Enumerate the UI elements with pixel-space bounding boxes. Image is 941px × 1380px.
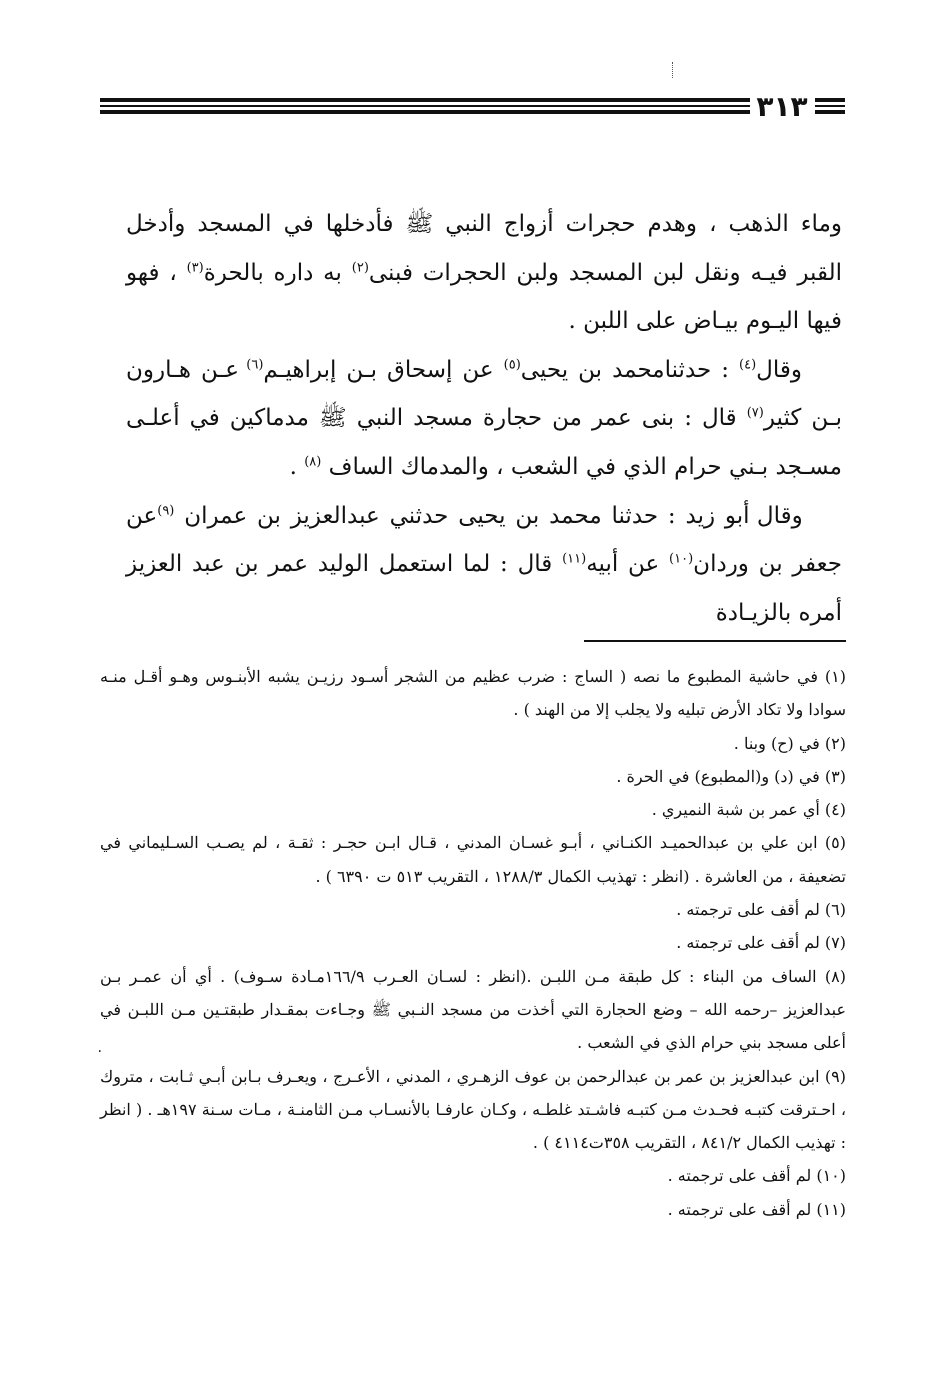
paragraph-2 [126,346,842,492]
text-segment: : حدثنامحمد بن يحيى [520,356,739,383]
footnote-7: (٧) لم أقف على ترجمته . [676,933,846,953]
footnote-ref-5: (٥) [503,357,521,373]
footnote-ref-10: (١٠) [669,551,694,567]
scan-speck [672,62,675,78]
footnote-2: (٢) في (ح) وبنا . [733,733,846,753]
footnote-ref-11: (١١) [562,551,587,567]
footnote-ref-8: (٨) [304,454,322,470]
page-header [100,90,845,123]
margin-mark: ٠ [96,1043,104,1059]
footnote-9: (٩) ابن عبدالعزيز بن عمر بن عبدالرحمن بن عوف الزهـري ، المدني ، الأعـرج ، ويعـرف بـابن أبـي ثـابت ، متروك ، احـترقت كتبـه فحـدث مـن كتبـه فاشـتد غلطـه ، وكـان عارفـا بالأنسـاب مـن الثامنـة ، مـات سـنة ١٩٧هـ . ( انظر : تهذيب الكمال ٨٤١/٢ ، التقريب ٣٥٨ت٤١١٤ ) . [100,1066,847,1153]
footnote-4: (٤) أي عمر بن شبة النميري . [651,800,846,820]
text-segment: عن أبيه [586,551,670,578]
text-segment: وقال [756,356,802,383]
main-text [126,200,842,637]
footnote-1: (١) في حاشية المطبوع ما نصه ( الساج : ضرب عظيم من الشجر أسـود رزيـن يشبه الأبنـوس وهـو أقـل منـه سوادا ولا تكاد الأرض تبليه ولا يجلب إلا من الهند ) . [100,667,847,720]
text-segment: وقال أبو زيد : حدثنا محمد بن يحيى حدثني عبدالعزيز بن عمران [174,502,803,529]
footnote-3: (٣) في (د) و(المطبوع) في الحرة . [616,766,846,786]
header-rule-left [100,98,750,117]
text-segment: عن إسحاق بـن إبراهيـم [263,356,504,383]
footnote-ref-2: (٢) [351,259,369,275]
footnote-ref-4: (٤) [739,357,757,373]
footnote-ref-3: (٣) [186,259,204,275]
footnotes [100,660,846,1226]
text-segment: عـن هـارون بـن كثير [126,356,842,432]
footnote-11: (١١) لم أقف على ترجمته . [667,1199,846,1219]
header-rule-right [815,98,845,117]
text-segment: به داره بالحرة [203,259,352,286]
text-segment: وماء الذهب ، وهدم حجرات أزواج النبي ﷺ فأدخلها في المسجد وأدخل القبر فيـه ونقل لبن المسجد ولبن الحجرات فبنى [126,211,842,286]
text-segment: قال : لما استعمل الوليد عمر بن عبد العزيز أمره بالزيـادة [126,551,842,626]
footnote-ref-6: (٦) [246,357,264,373]
paragraph-1 [126,200,842,346]
footnote-10: (١٠) لم أقف على ترجمته . [667,1166,846,1186]
footnote-ref-9: (٩) [157,502,175,518]
footnote-6: (٦) لم أقف على ترجمته . [676,900,846,920]
footnote-5: (٥) ابن علي بن عبدالحميـد الكنـاني ، أبـو غسـان المدني ، قـال ابـن حجـر : ثقـة ، لم يصـب السـليماني في تضعيفة ، من العاشرة . (انظر : تهذيب الكمال ١٢٨٨/٣ ، التقريب ٥١٣ ت ٦٣٩٠ ) . [100,833,846,886]
page-number: ٣١٣ [756,90,808,123]
text-segment: ، فهو فيها اليـوم بيـاض على اللبن . [126,259,842,335]
text-segment: . [289,453,305,480]
footnote-ref-7: (٧) [746,405,764,421]
footnote-separator [584,640,846,642]
footnote-8: (٨) الساف من البناء : كل طبقة مـن اللبـن .(انظر : لسـان العـرب ١٦٦/٩مـادة سـوف) . أي أن عمـر بـن عبدالعزيز –رحمه الله – وضع الحجارة التي أخذت من مسجد النـبي ﷺ وجـاءت بمقـدار طبقتـين مـن اللبـن في أعلى مسجد بني حرام الذي في الشعب . [100,966,846,1053]
text-segment: عن جعفر بن وردان [126,502,842,578]
paragraph-3 [126,492,842,638]
text-segment: قال : بنى عمر من حجارة مسجد النبي ﷺ مدماكين في أعلـى مسـجد بـني حرام الذي في الشعب ، والمدماك الساف [126,405,842,480]
